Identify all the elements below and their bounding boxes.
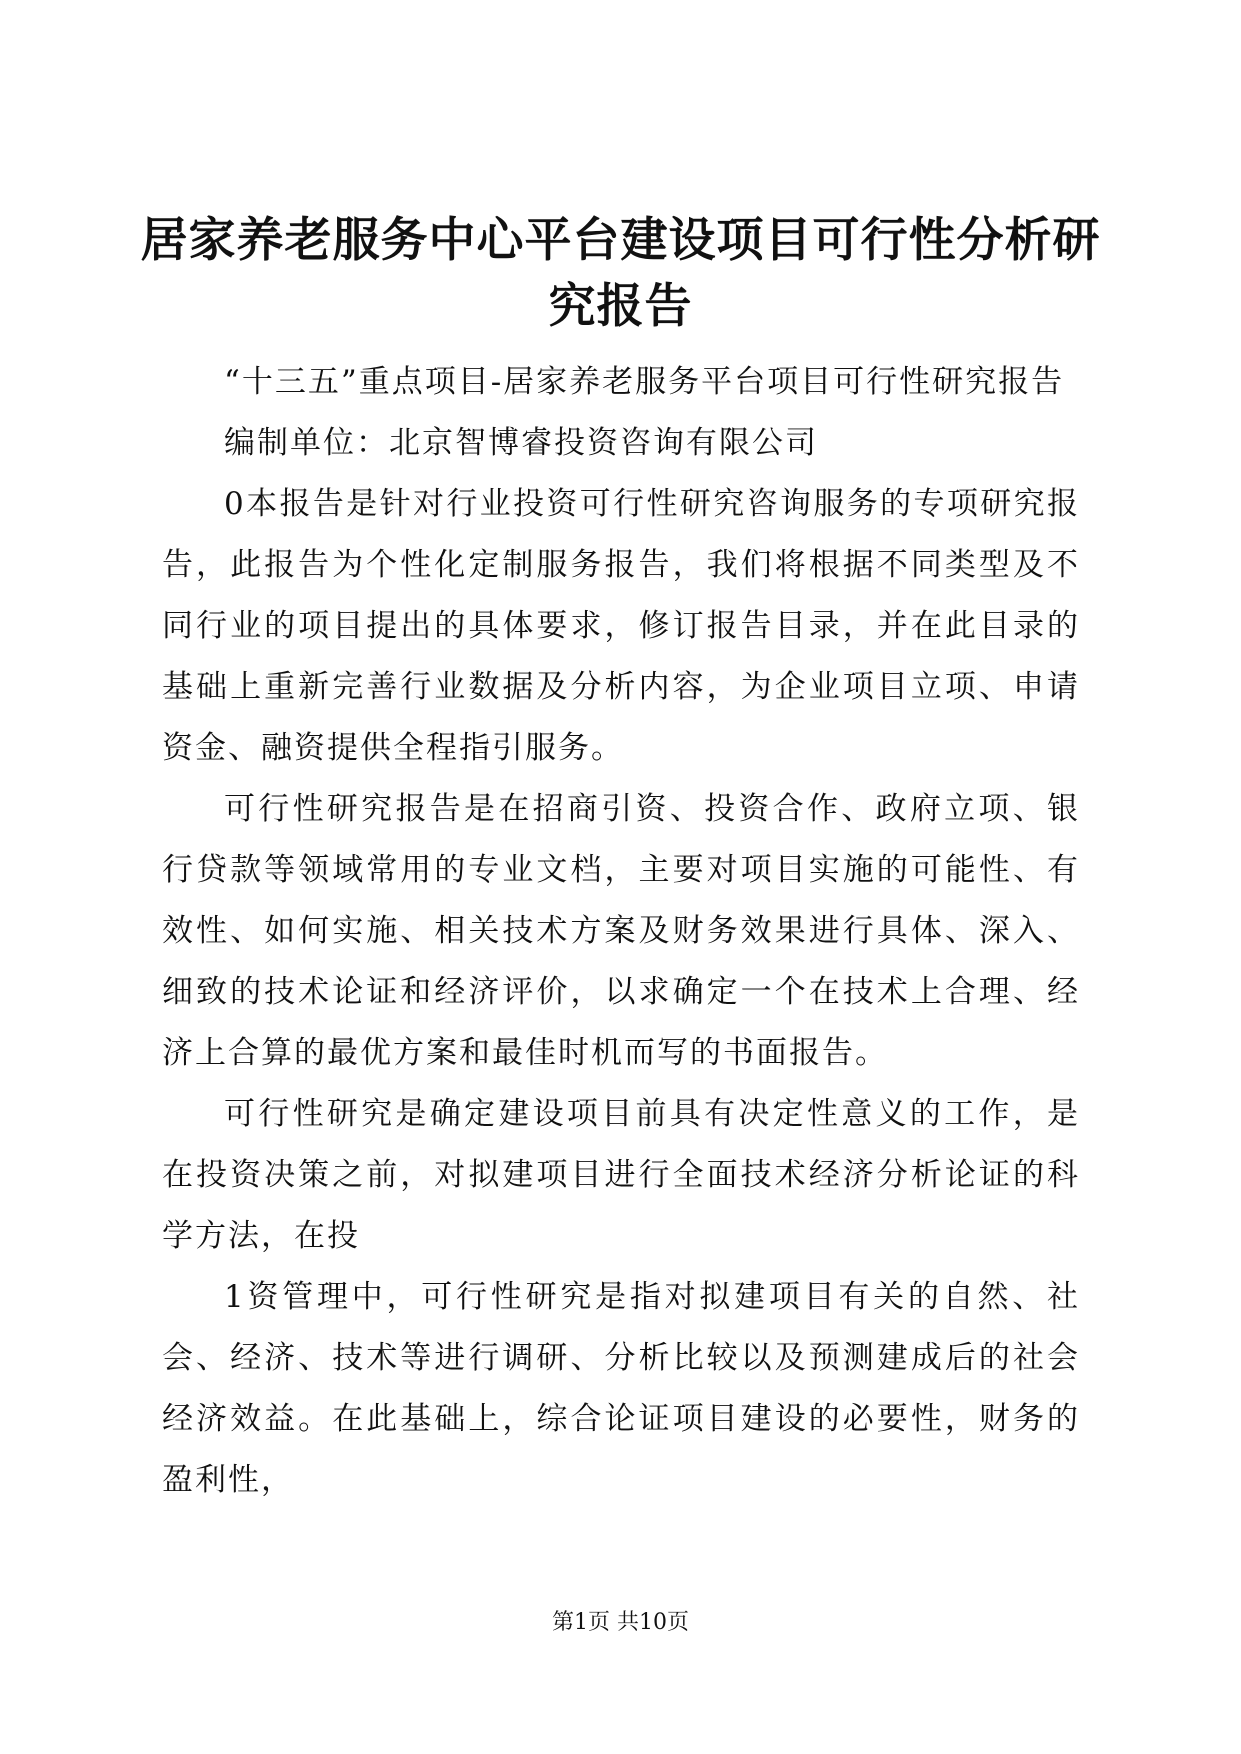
- paragraph-subtitle: “十三五”重点项目-居家养老服务平台项目可行性研究报告: [224, 364, 1065, 400]
- paragraph-report-intro: 0本报告是针对行业投资可行性研究咨询服务的专项研究报告，此报告为个性化定制服务报告，我们将根据不同类型及不同行业的项目提出的具体要求，修订报告目录，并在此目录的基础上重新完善行业数据及分析内容，为企业项目立项、申请资金、融资提供全程指引服务。: [162, 486, 1080, 766]
- paragraph-feasibility-importance: 可行性研究是确定建设项目前具有决定性意义的工作，是在投资决策之前，对拟建项目进行全面技术经济分析论证的科学方法，在投: [162, 1096, 1080, 1254]
- page-footer: 第1页 共10页: [552, 1610, 689, 1635]
- document-title: 居家养老服务中心平台建设项目可行性分析研究报告: [140, 213, 1101, 334]
- paragraph-investment-management: 1资管理中，可行性研究是指对拟建项目有关的自然、社会、经济、技术等进行调研、分析比较以及预测建成后的社会经济效益。在此基础上，综合论证项目建设的必要性，财务的盈利性，: [162, 1279, 1080, 1498]
- document-body: [162, 352, 1080, 1511]
- paragraph-feasibility-definition: 可行性研究报告是在招商引资、投资合作、政府立项、银行贷款等领域常用的专业文档，主要对项目实施的可能性、有效性、如何实施、相关技术方案及财务效果进行具体、深入、细致的技术论证和经济评价，以求确定一个在技术上合理、经济上合算的最优方案和最佳时机而写的书面报告。: [162, 791, 1080, 1071]
- paragraph-compiler: 编制单位：北京智博睿投资咨询有限公司: [224, 425, 818, 461]
